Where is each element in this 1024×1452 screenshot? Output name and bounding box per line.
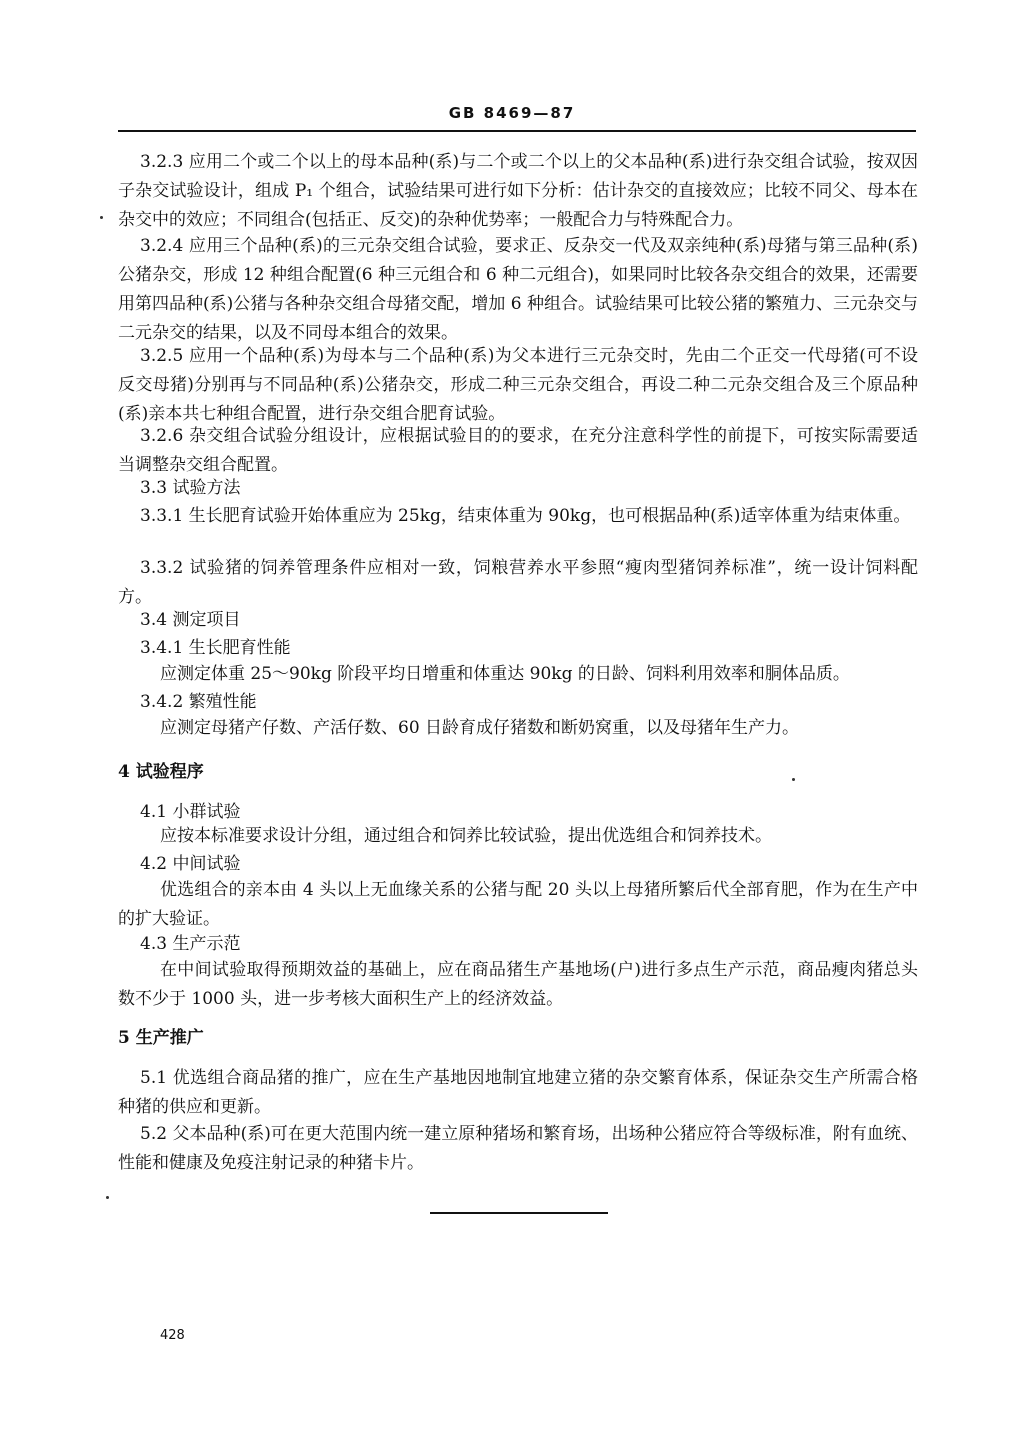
scan-speck [106, 1196, 109, 1199]
clause-3-2-5: 3.2.5 应用一个品种(系)为母本与二个品种(系)为父本进行三元杂交时，先由二个正交一代母猪(可不设反交母猪)分别再与不同品种(系)公猪杂交，形成二种三元杂交组合，再设二种二元杂交组合及三个原品种(系)亲本共七种组合配置，进行杂交组合肥育试验。 [118, 346, 918, 424]
text-3-4-1: 应测定体重 25～90kg 阶段平均日增重和体重达 90kg 的日龄、饲料利用效率和胴体品质。 [160, 664, 850, 684]
heading-3-4-1: 3.4.1 生长肥育性能 [140, 638, 291, 658]
heading-4-3: 4.3 生产示范 [140, 934, 241, 954]
heading-3-4-2: 3.4.2 繁殖性能 [140, 692, 257, 712]
clause-3-2-3: 3.2.3 应用二个或二个以上的母本品种(系)与二个或二个以上的父本品种(系)进行杂交组合试验，按双因子杂交试验设计，组成 P₁ 个组合，试验结果可进行如下分析：估计杂交的直接效应；比较不同父、母本在杂交中的效应；不同组合(包括正、反交)的杂种优势率；一般配合力与特殊配合力。 [118, 152, 918, 230]
heading-4-1: 4.1 小群试验 [140, 802, 241, 822]
page-number: 428 [160, 1328, 185, 1343]
text-4-3: 在中间试验取得预期效益的基础上，应在商品猪生产基地场(户)进行多点生产示范，商品瘦肉猪总头数不少于 1000 头，进一步考核大面积生产上的经济效益。 [118, 960, 918, 1009]
document-header: GB 8469—87 [448, 104, 576, 122]
clause-3-2-4: 3.2.4 应用三个品种(系)的三元杂交组合试验，要求正、反杂交一代及双亲纯种(系)母猪与第三品种(系)公猪杂交，形成 12 种组合配置(6 种三元组合和 6 种二元组合)，如果同时比较各杂交组合的效果，还需要用第四品种(系)公猪与各种杂交组合母猪交配，增加 6 种组合。试验结果可比较公猪的繁殖力、三元杂交与二元杂交的结果，以及不同母本组合的效果。 [118, 236, 918, 343]
clause-3-3-1: 3.3.1 生长肥育试验开始体重应为 25kg，结束体重为 90kg，也可根据品种(系)适宰体重为结束体重。 [140, 506, 911, 526]
clause-5-1: 5.1 优选组合商品猪的推广，应在生产基地因地制宜地建立猪的杂交繁育体系，保证杂交生产所需合格种猪的供应和更新。 [118, 1068, 918, 1117]
text-3-4-2: 应测定母猪产仔数、产活仔数、60 日龄育成仔猪数和断奶窝重，以及母猪年生产力。 [160, 718, 800, 738]
end-rule [430, 1212, 608, 1214]
heading-3-4: 3.4 测定项目 [140, 610, 241, 630]
heading-3-3: 3.3 试验方法 [140, 478, 241, 498]
clause-3-2-6: 3.2.6 杂交组合试验分组设计，应根据试验目的的要求，在充分注意科学性的前提下，可按实际需要适当调整杂交组合配置。 [118, 426, 918, 475]
header-rule [118, 130, 916, 132]
section-4-heading: 4 试验程序 [118, 762, 204, 782]
text-4-2: 优选组合的亲本由 4 头以上无血缘关系的公猪与配 20 头以上母猪所繁后代全部育肥，作为在生产中的扩大验证。 [118, 880, 918, 929]
scan-speck [792, 778, 795, 781]
section-5-heading: 5 生产推广 [118, 1028, 204, 1048]
clause-3-3-2: 3.3.2 试验猪的饲养管理条件应相对一致，饲粮营养水平参照“瘦肉型猪饲养标准”，统一设计饲料配方。 [118, 558, 918, 607]
scan-speck [100, 216, 103, 219]
heading-4-2: 4.2 中间试验 [140, 854, 241, 874]
text-4-1: 应按本标准要求设计分组，通过组合和饲养比较试验，提出优选组合和饲养技术。 [160, 826, 772, 846]
clause-5-2: 5.2 父本品种(系)可在更大范围内统一建立原种猪场和繁育场，出场种公猪应符合等级标准，附有血统、性能和健康及免疫注射记录的种猪卡片。 [118, 1124, 918, 1173]
